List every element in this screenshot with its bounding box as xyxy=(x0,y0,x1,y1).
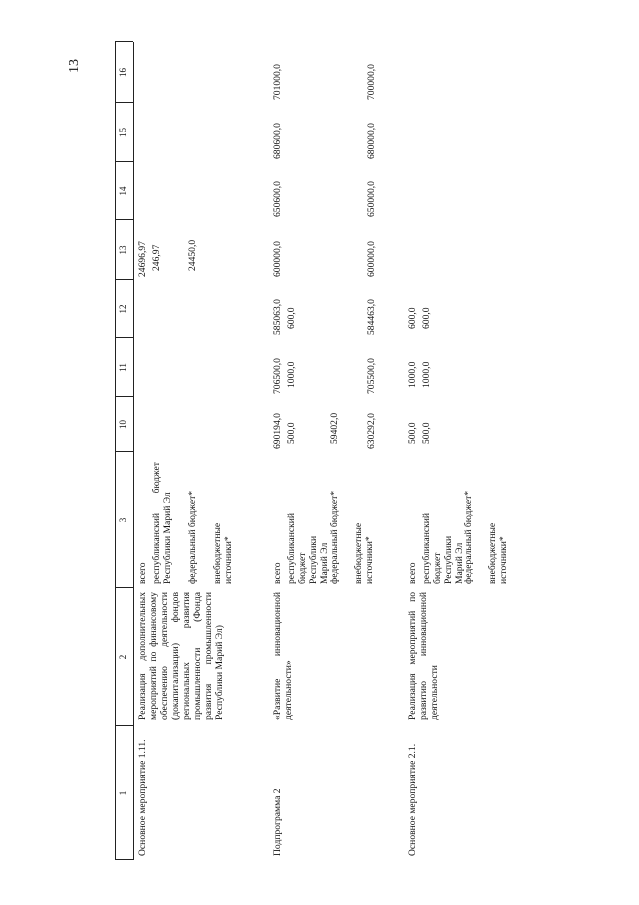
row-2-c12-republic: 600,0 xyxy=(286,307,297,329)
row-2-c13-extra: 600000,0 xyxy=(366,241,377,277)
row-3-c11-total: 1000,0 xyxy=(407,361,418,388)
row-2-c10-federal: 59402,0 xyxy=(329,412,340,444)
header-col-1: 1 xyxy=(118,790,128,796)
row-2-c10-total: 690194,0 xyxy=(272,413,283,449)
row-1-col1: Основное мероприятие 1.11. xyxy=(137,739,148,856)
header-col-13: 13 xyxy=(118,245,128,255)
row-2-c16-total: 701000,0 xyxy=(272,64,283,100)
header-col-16: 16 xyxy=(118,68,128,77)
row-1-c13-republic: 246,97 xyxy=(151,244,162,271)
row-2-c12-total: 585063,0 xyxy=(272,299,283,335)
header-col-11: 11 xyxy=(118,363,128,372)
row-2-source-republic: республиканский бюджет Республики Марий Эл xyxy=(286,512,331,584)
row-2-c10-republic: 500,0 xyxy=(286,422,297,444)
row-1-c13-total: 24696,97 xyxy=(137,241,148,277)
row-1-col2: Реализация дополнительных мероприятий по финансовому обеспечению деятельности (докапитализации) фондов региональных развития промышленности (Фонда развития промышленности Республики Марий Эл) xyxy=(137,592,226,720)
row-3-source-federal: федеральный бюджет* xyxy=(463,490,474,584)
header-col-15: 15 xyxy=(118,128,128,137)
row-2-c15-total: 680600,0 xyxy=(272,123,283,159)
row-3-c11-republic: 1000,0 xyxy=(421,361,432,388)
row-2-col2: «Развитие инновационной деятельности» xyxy=(272,592,295,720)
row-3-col2: Реализация мероприятий по развитию инновационной деятельности xyxy=(407,592,441,720)
header-col-14: 14 xyxy=(118,186,128,196)
row-2-c11-total: 706500,0 xyxy=(272,358,283,394)
row-2-c10-extra: 630292,0 xyxy=(366,413,377,449)
budget-table xyxy=(115,40,625,860)
header-col-12: 12 xyxy=(118,304,128,314)
row-2-col1: Подпрограмма 2 xyxy=(272,788,283,856)
row-1-c13-federal: 24450,0 xyxy=(187,239,198,271)
row-2-source-total: всего xyxy=(272,562,283,584)
row-3-source-republic: республиканский бюджет Республики Марий Эл xyxy=(421,512,466,584)
row-1-source-republic: республиканский бюджет Республики Марий Эл xyxy=(151,462,174,584)
row-1-source-total: всего xyxy=(137,562,148,584)
page-number: 13 xyxy=(67,59,82,73)
row-2-c11-extra: 705500,0 xyxy=(366,358,377,394)
row-3-source-total: всего xyxy=(407,562,418,584)
row-3-c12-republic: 600,0 xyxy=(421,307,432,329)
header-bottom-rule xyxy=(133,42,134,860)
row-2-source-extra: внебюджетные источники* xyxy=(353,522,376,584)
row-2-c16-extra: 700000,0 xyxy=(366,64,377,100)
row-2-c14-total: 650600,0 xyxy=(272,181,283,217)
row-2-source-federal: федеральный бюджет* xyxy=(329,490,340,584)
header-col-10: 10 xyxy=(118,420,128,429)
row-1-source-extra: внебюджетные источники* xyxy=(212,522,235,584)
row-1-source-federal: федеральный бюджет* xyxy=(187,490,198,584)
row-3-c12-total: 600,0 xyxy=(407,307,418,329)
row-3-col1: Основное мероприятие 2.1. xyxy=(407,743,418,856)
row-3-source-extra: внебюджетные источники* xyxy=(487,522,510,584)
header-col-2: 2 xyxy=(118,654,128,660)
row-2-c15-extra: 680000,0 xyxy=(366,123,377,159)
row-2-c12-extra: 584463,0 xyxy=(366,299,377,335)
row-2-c11-republic: 1000,0 xyxy=(286,361,297,388)
header-col-3: 3 xyxy=(118,517,128,523)
row-3-c10-republic: 500,0 xyxy=(421,422,432,444)
row-3-c10-total: 500,0 xyxy=(407,422,418,444)
row-2-c14-extra: 650000,0 xyxy=(366,181,377,217)
row-2-c13-total: 600000,0 xyxy=(272,241,283,277)
